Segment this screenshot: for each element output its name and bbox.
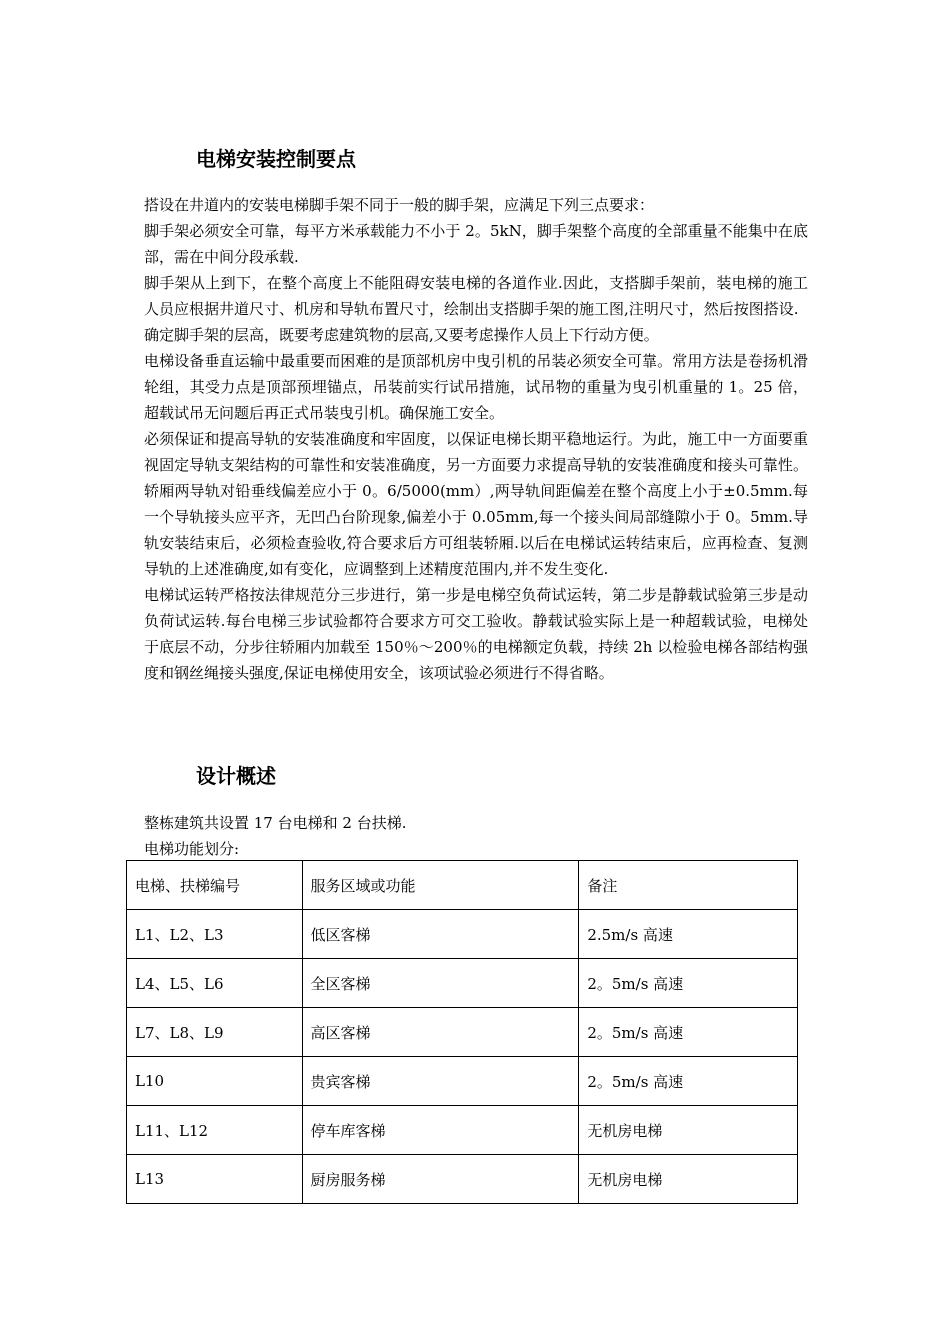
table-cell: L13 xyxy=(127,1155,303,1204)
table-row xyxy=(127,910,798,959)
table-cell: L4、L5、L6 xyxy=(127,959,303,1008)
table-cell: 2。5m/s 高速 xyxy=(579,1057,798,1106)
overview-line: 电梯功能划分: xyxy=(144,840,240,858)
table-cell: 低区客梯 xyxy=(302,910,579,959)
paragraph: 电梯设备垂直运输中最重要而困难的是顶部机房中曳引机的吊装必须安全可靠。常用方法是卷扬机滑轮组，其受力点是顶部预埋锚点，吊装前实行试吊措施，试吊物的重量为曳引机重量的 1。25 倍，超载试吊无问题后再正式吊装曳引机。确保施工安全。 xyxy=(144,352,808,422)
paragraph: 脚手架从上到下，在整个高度上不能阻碍安装电梯的各道作业.因此，支搭脚手架前，装电梯的施工人员应根据井道尺寸、机房和导轨布置尺寸，绘制出支搭脚手架的施工图,注明尺寸，然后按图搭设. xyxy=(144,274,808,318)
table-cell: 高区客梯 xyxy=(302,1008,579,1057)
header-cell: 电梯、扶梯编号 xyxy=(127,861,303,910)
table-cell: 贵宾客梯 xyxy=(302,1057,579,1106)
table-cell: 厨房服务梯 xyxy=(302,1155,579,1204)
table-cell: L1、L2、L3 xyxy=(127,910,303,959)
paragraph: 必须保证和提高导轨的安装准确度和牢固度，以保证电梯长期平稳地运行。为此，施工中一方面要重视固定导轨支架结构的可靠性和安装准确度，另一方面要力求提高导轨的安装准确度和接头可靠性。轿厢两导轨对铅垂线偏差应小于 0。6/5000(mm）,两导轨间距偏差在整个高度上小于±0.5mm.每一个导轨接头应平齐，无凹凸台阶现象,偏差小于 0.05mm,每一个接头间局部缝隙小于 0。5mm.导轨安装结束后，必须检查验收,符合要求后方可组装轿厢.以后在电梯试运转结束后，应再检查、复测导轨的上述准确度,如有变化，应调整到上述精度范围内,并不发生变化. xyxy=(144,430,808,578)
elevator-function-table xyxy=(126,860,798,1204)
table-cell: 2。5m/s 高速 xyxy=(579,1008,798,1057)
table-cell: 全区客梯 xyxy=(302,959,579,1008)
table-cell: 2.5m/s 高速 xyxy=(579,910,798,959)
table-row xyxy=(127,1057,798,1106)
header-cell: 备注 xyxy=(579,861,798,910)
header-cell: 服务区域或功能 xyxy=(302,861,579,910)
table-cell: L11、L12 xyxy=(127,1106,303,1155)
table-cell: 无机房电梯 xyxy=(579,1106,798,1155)
table-cell: L7、L8、L9 xyxy=(127,1008,303,1057)
overview-line: 整栋建筑共设置 17 台电梯和 2 台扶梯. xyxy=(144,814,407,832)
table-cell: 停车库客梯 xyxy=(302,1106,579,1155)
table-header-row xyxy=(127,861,798,910)
section-title-design-overview: 设计概述 xyxy=(196,764,276,788)
table-row xyxy=(127,959,798,1008)
table-cell: L10 xyxy=(127,1057,303,1106)
section-title-installation: 电梯安装控制要点 xyxy=(196,147,356,171)
table-row xyxy=(127,1106,798,1155)
overview-body xyxy=(144,810,808,862)
table-cell: 无机房电梯 xyxy=(579,1155,798,1204)
paragraph: 确定脚手架的层高，既要考虑建筑物的层高,又要考虑操作人员上下行动方便。 xyxy=(144,326,659,344)
table-cell: 2。5m/s 高速 xyxy=(579,959,798,1008)
installation-body xyxy=(144,192,808,686)
table-row xyxy=(127,1155,798,1204)
paragraph: 电梯试运转严格按法律规范分三步进行，第一步是电梯空负荷试运转，第二步是静载试验第三步是动负荷试运转.每台电梯三步试验都符合要求方可交工验收。静载试验实际上是一种超载试验，电梯处于底层不动，分步往轿厢内加载至 150％～200％的电梯额定负载，持续 2h 以检验电梯各部结构强度和钢丝绳接头强度,保证电梯使用安全，该项试验必须进行不得省略。 xyxy=(144,586,808,682)
paragraph: 脚手架必须安全可靠，每平方米承载能力不小于 2。5kN，脚手架整个高度的全部重量不能集中在底部，需在中间分段承载. xyxy=(144,222,808,266)
paragraph: 搭设在井道内的安装电梯脚手架不同于一般的脚手架，应满足下列三点要求： xyxy=(144,196,655,214)
table-row xyxy=(127,1008,798,1057)
